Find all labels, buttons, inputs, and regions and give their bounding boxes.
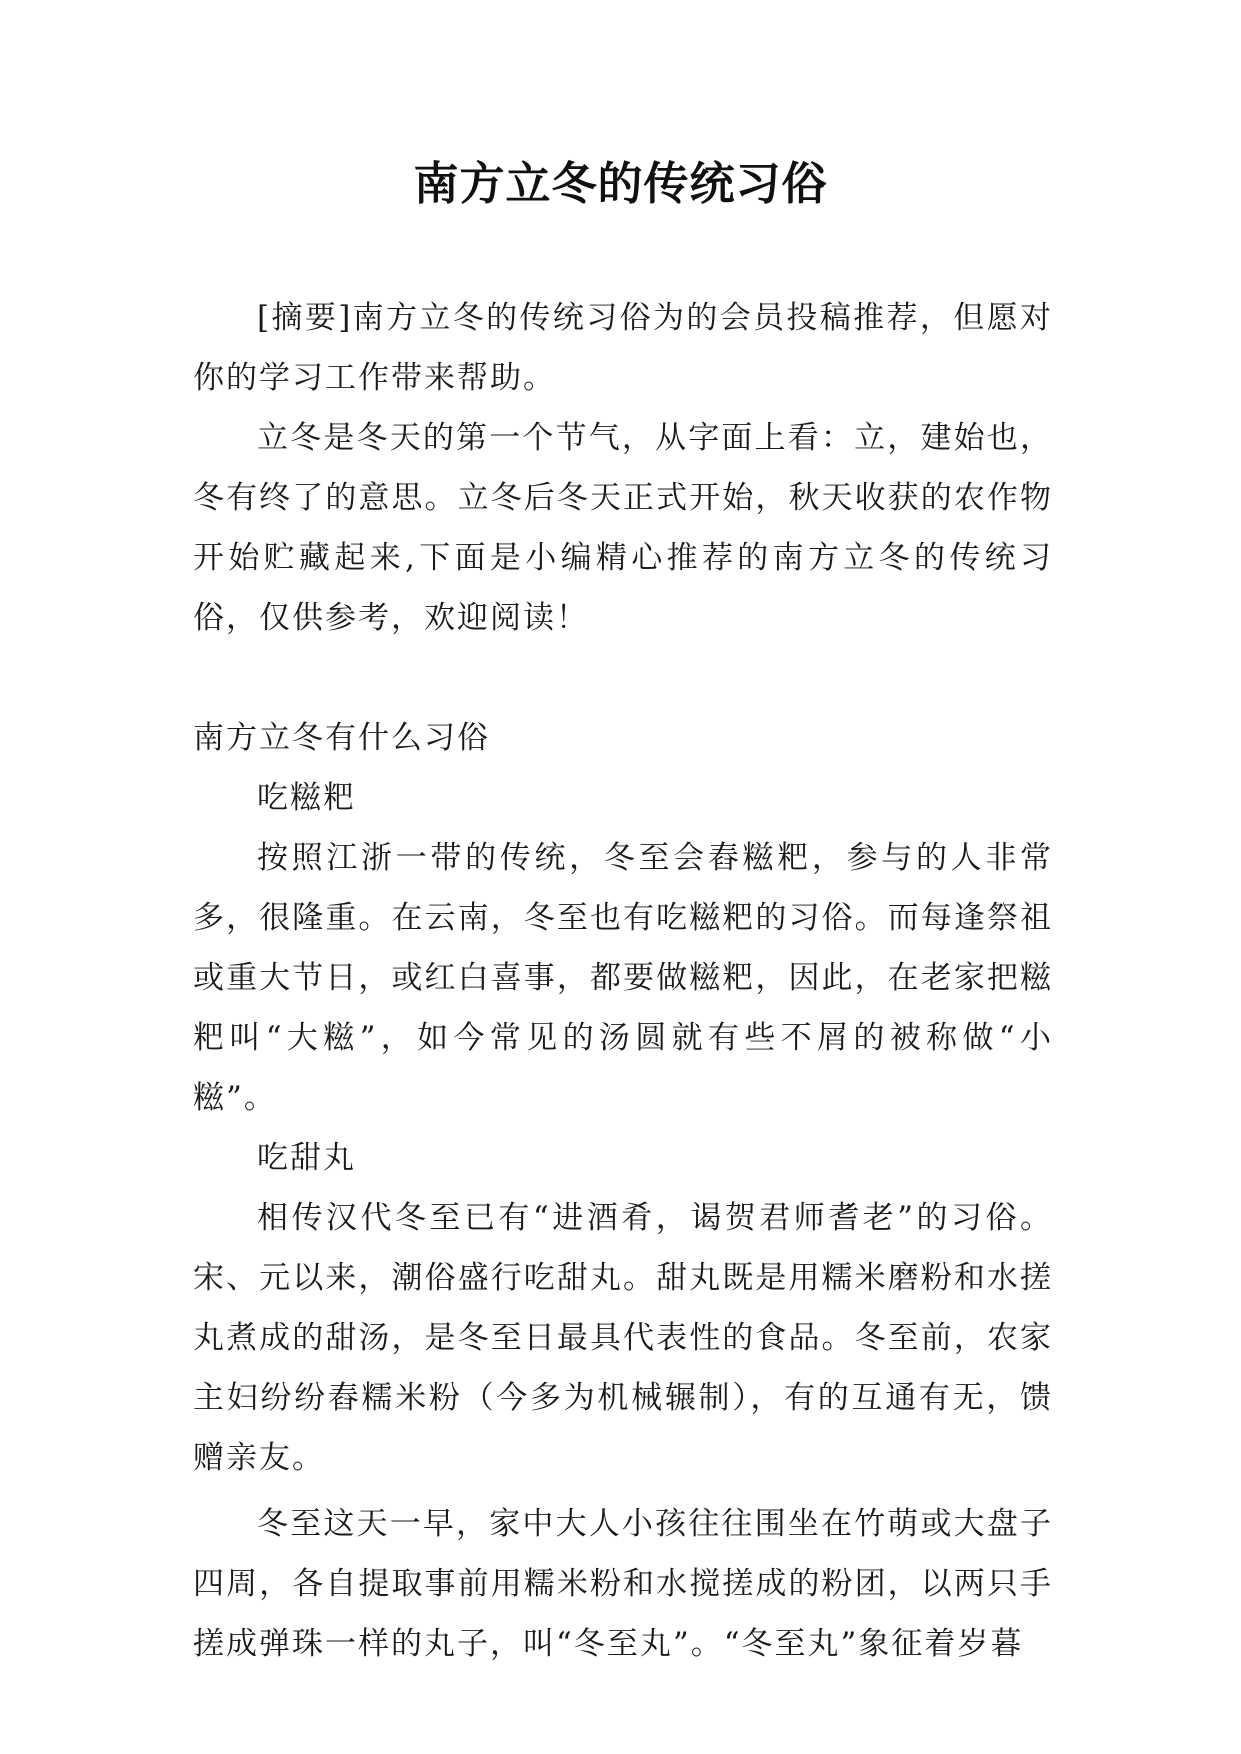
item-paragraph-ciba: 按照江浙一带的传统，冬至会舂糍粑，参与的人非常多，很隆重。在云南，冬至也有吃糍粑的习俗。而每逢祭祖或重大节日，或红白喜事，都要做糍粑，因此，在老家把糍粑叫“大糍”，如今常见的汤圆就有些不屑的被称做“小糍”。: [193, 840, 1053, 1116]
abstract-paragraph: [摘要]南方立冬的传统习俗为的会员投稿推荐，但愿对你的学习工作带来帮助。: [193, 300, 1053, 396]
item-heading-tianwan: 吃甜丸: [257, 1140, 356, 1176]
spacer: [193, 648, 1053, 708]
section-heading: 南方立冬有什么习俗: [193, 720, 490, 756]
item-paragraph-tianwan-2: 冬至这天一早，家中大人小孩往往围坐在竹萌或大盘子四周，各自提取事前用糯米粉和水搅搓成的粉团，以两只手搓成弹珠一样的丸子，叫“冬至丸”。“冬至丸”象征着岁暮: [193, 1506, 1053, 1662]
item-heading-ciba: 吃糍粑: [257, 780, 356, 816]
item-paragraph-tianwan-1: 相传汉代冬至已有“进酒肴，谒贺君师耆老”的习俗。宋、元以来，潮俗盛行吃甜丸。甜丸既是用糯米磨粉和水搓丸煮成的甜汤，是冬至日最具代表性的食品。冬至前，农家主妇纷纷舂糯米粉（今多为机械辗制），有的互通有无，馈赠亲友。: [193, 1200, 1053, 1476]
document-body: [193, 288, 1053, 1674]
document-title: 南方立冬的传统习俗: [413, 157, 828, 210]
intro-paragraph: 立冬是冬天的第一个节气，从字面上看：立，建始也，冬有终了的意思。立冬后冬天正式开始，秋天收获的农作物开始贮藏起来,下面是小编精心推荐的南方立冬的传统习俗，仅供参考，欢迎阅读！: [193, 420, 1053, 636]
